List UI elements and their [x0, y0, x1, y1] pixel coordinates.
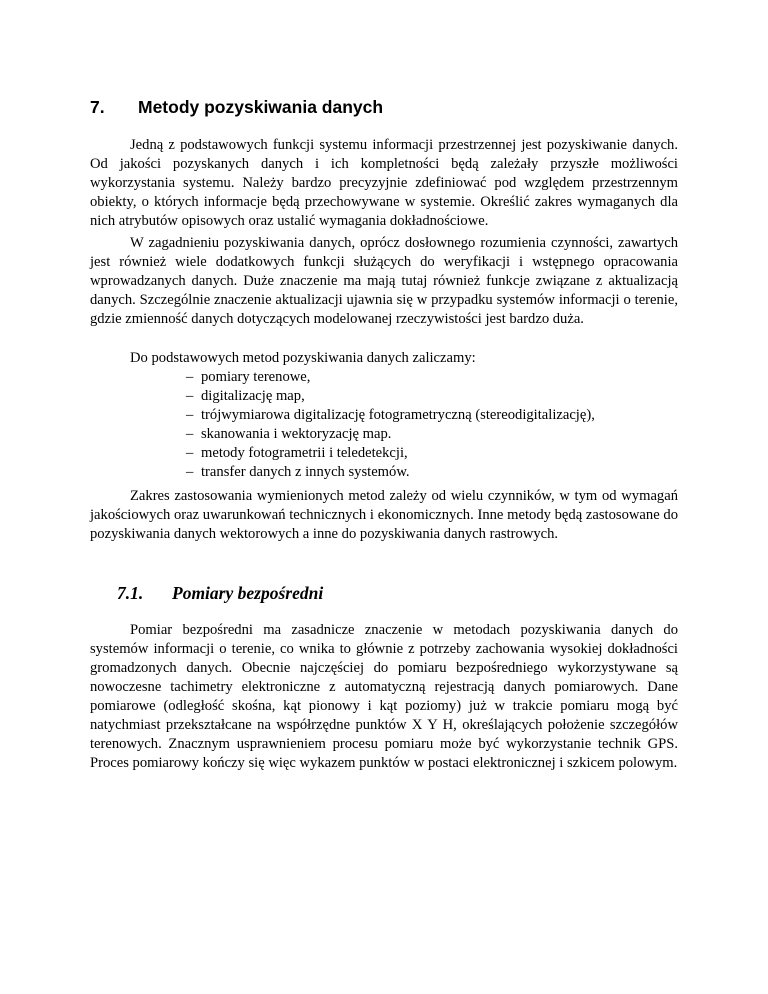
- list-item: [186, 406, 595, 425]
- dash-bullet: –: [186, 407, 194, 423]
- list-item: [186, 444, 595, 463]
- dash-bullet: –: [186, 464, 194, 480]
- dash-bullet: –: [186, 388, 194, 404]
- methods-list: [186, 368, 595, 482]
- dash-bullet: –: [186, 426, 194, 442]
- section-heading: [90, 97, 678, 118]
- paragraph-scope: Zakres zastosowania wymienionych metod zależy od wielu czynników, w tym od wymagań jakościowych oraz uwarunkowań technicznych i ekonomicznych. Inne metody będą zastosowane do pozyskiwania danych wektorowych a inne do pozyskiwania danych rastrowych.: [90, 488, 678, 542]
- subsection-number: 7.1.: [117, 583, 144, 603]
- list-item-text: pomiary terenowe,: [201, 369, 311, 385]
- dash-bullet: –: [186, 445, 194, 461]
- list-item: [186, 387, 595, 406]
- list-item-text: metody fotogrametrii i teledetekcji,: [201, 445, 408, 461]
- paragraph-direct-measurement: Pomiar bezpośredni ma zasadnicze znaczenie w metodach pozyskiwania danych do systemów informacji o terenie, co wnika to głównie z potrzeby zachowania wysokiej dokładności gromadzonych danych. Obecnie najczęściej do pomiaru bezpośredniego wykorzystywane są nowoczesne tachimetry elektroniczne z automatyczną rejestracją danych pomiarowych. Dane pomiarowe (odległość skośna, kąt pionowy i kąt poziomy) już w trakcie pomiaru mogą być natychmiast przekształcane na współrzędne punktów X Y H, określających położenie szczegółów terenowych. Znacznym usprawnieniem procesu pomiaru może być wykorzystanie technik GPS. Proces pomiarowy kończy się więc wykazem punktów w postaci elektronicznej i szkicem polowym.: [90, 622, 678, 771]
- dash-bullet: –: [186, 369, 194, 385]
- list-item: [186, 368, 595, 387]
- list-item-text: digitalizację map,: [201, 388, 305, 404]
- list-item-text: skanowania i wektoryzację map.: [201, 426, 392, 442]
- section-title: Metody pozyskiwania danych: [138, 97, 384, 117]
- list-item: [186, 425, 595, 444]
- paragraph-acquisition: W zagadnieniu pozyskiwania danych, oprócz dosłownego rozumienia czynności, zawartych jest również wiele dodatkowych funkcji służących do weryfikacji i wstępnego opracowania wprowadzanych danych. Duże znaczenie ma mają tutaj również funkcje związane z aktualizacją danych. Szczególnie znaczenie aktualizacji ujawnia się w przypadku systemów informacji o terenie, gdzie zmienność danych dotyczących modelowanej rzeczywistości jest bardzo duża.: [90, 235, 678, 327]
- list-item-text: transfer danych z innych systemów.: [201, 464, 410, 480]
- subsection-title: Pomiary bezpośredni: [172, 583, 324, 603]
- list-item: [186, 463, 595, 482]
- subsection-heading: [117, 583, 323, 604]
- list-item-text: trójwymiarowa digitalizację fotogrametryczną (stereodigitalizację),: [201, 407, 595, 423]
- list-intro: Do podstawowych metod pozyskiwania danych zaliczamy:: [130, 350, 476, 366]
- section-number: 7.: [90, 97, 105, 117]
- paragraph-intro: Jedną z podstawowych funkcji systemu informacji przestrzennej jest pozyskiwanie danych. Od jakości pozyskanych danych i ich kompletności będą zależały przyszłe możliwości wykorzystania systemu. Należy bardzo precyzyjnie zdefiniować pod względem przestrzennym obiekty, o których informacje będą przechowywane w systemie. Określić zakres wymaganych dla nich atrybutów opisowych oraz ustalić wymagania dokładnościowe.: [90, 137, 678, 229]
